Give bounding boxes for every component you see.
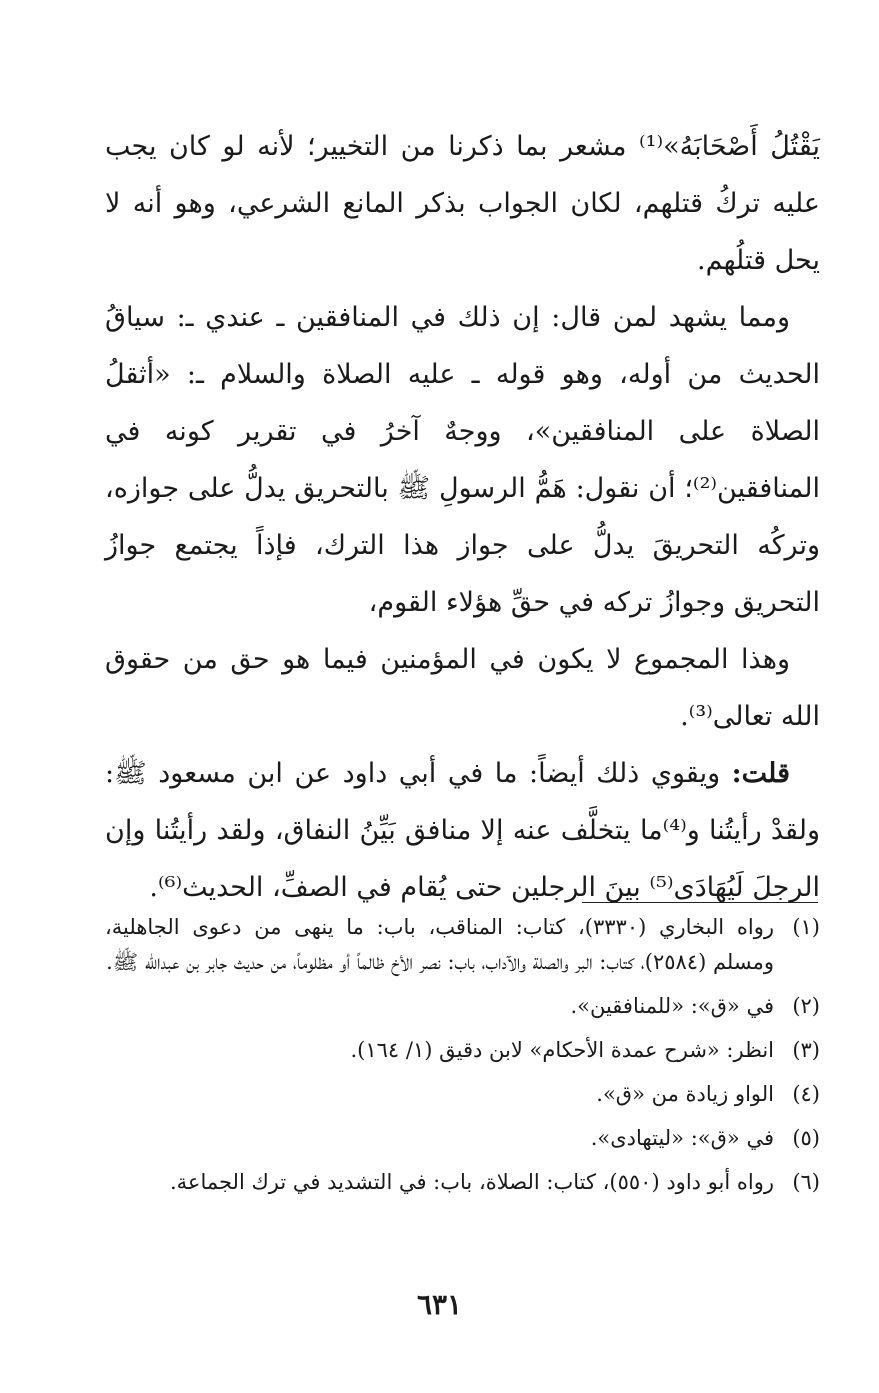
paragraph-4-text: ويقوي ذلك أيضاً: ما في أبي داود عن ابن مسعود ﷺ: ولقدْ رأيتُنا و⁽⁴⁾ما يتخلَّف عنه إلا منافق بَيِّنُ النفاق، ولقد رأيتُنا وإن الرجلَ لَيُهَادَى⁽⁵⁾ بينَ الرجلين حتى يُقام في الصفِّ، الحديث⁽⁶⁾. xyxy=(105,758,820,903)
footnote-1 xyxy=(105,910,820,980)
footnote-number: (٤) xyxy=(792,1082,820,1106)
footnote-text: في «ق»: «ليتهادى». xyxy=(590,1126,774,1150)
footnote-number: (٣) xyxy=(792,1038,820,1062)
footnote-text: في «ق»: «للمنافقين». xyxy=(570,994,774,1018)
footnote-3 xyxy=(105,1033,820,1068)
footnote-number: (١) xyxy=(792,915,820,939)
paragraph-2: ومما يشهد لمن قال: إن ذلك في المنافقين ـ عندي ـ: سياقُ الحديث من أوله، وهو قوله ـ عليه الصلاة والسلام ـ: «أثقلُ الصلاة على المنافقين»، ووجهٌ آخرُ في تقرير كونه في المنافقين⁽²⁾؛ أن نقول: هَمُّ الرسولِ ﷺ بالتحريق يدلُّ على جوازه، وتركُه التحريقَ يدلُّ على جواز هذا الترك، فإذاً يجتمع جوازُ التحريق وجوازُ تركه في حقِّ هؤلاء القوم، xyxy=(105,302,820,618)
paragraph-4-lead: قلت: xyxy=(731,758,790,789)
footnote-text: انظر: «شرح عمدة الأحكام» لابن دقيق (١/ ١٦٤). xyxy=(350,1038,774,1062)
footnote-number: (٢) xyxy=(792,994,820,1018)
page-number: ٦٣١ xyxy=(416,1288,463,1321)
paragraph-4 xyxy=(105,745,820,916)
footnote-number: (٥) xyxy=(792,1126,820,1150)
footnotes xyxy=(105,910,820,1209)
footnote-text: رواه البخاري (٣٣٣٠)، كتاب: المناقب، باب: ما ينهى من دعوى الجاهلية، ومسلم (٢٥٨٤)، كتاب: البر والصلة والآداب، باب: نصر الأخ ظالماً أو مظلوماً، من حديث جابر بن عبدالله ﷺ. xyxy=(105,915,774,974)
footnote-text: الواو زيادة من «ق». xyxy=(596,1082,774,1106)
footnote-5 xyxy=(105,1121,820,1156)
footnote-separator xyxy=(582,902,818,903)
footnote-text: رواه أبو داود (٥٥٠)، كتاب: الصلاة، باب: في التشديد في ترك الجماعة. xyxy=(170,1170,774,1194)
footnote-number: (٦) xyxy=(792,1170,820,1194)
paragraph-3: وهذا المجموع لا يكون في المؤمنين فيما هو حق من حقوق الله تعالى⁽³⁾. xyxy=(105,644,820,732)
footnote-6 xyxy=(105,1165,820,1200)
footnote-4 xyxy=(105,1077,820,1112)
main-text xyxy=(105,118,820,916)
paragraph-1: يَقْتُلُ أَصْحَابَهُ»⁽¹⁾ مشعر بما ذكرنا من التخيير؛ لأنه لو كان يجب عليه تركُ قتلهم، لكان الجواب بذكر المانع الشرعي، وهو أنه لا يحل قتلُهم. xyxy=(105,131,820,276)
footnote-2 xyxy=(105,989,820,1024)
